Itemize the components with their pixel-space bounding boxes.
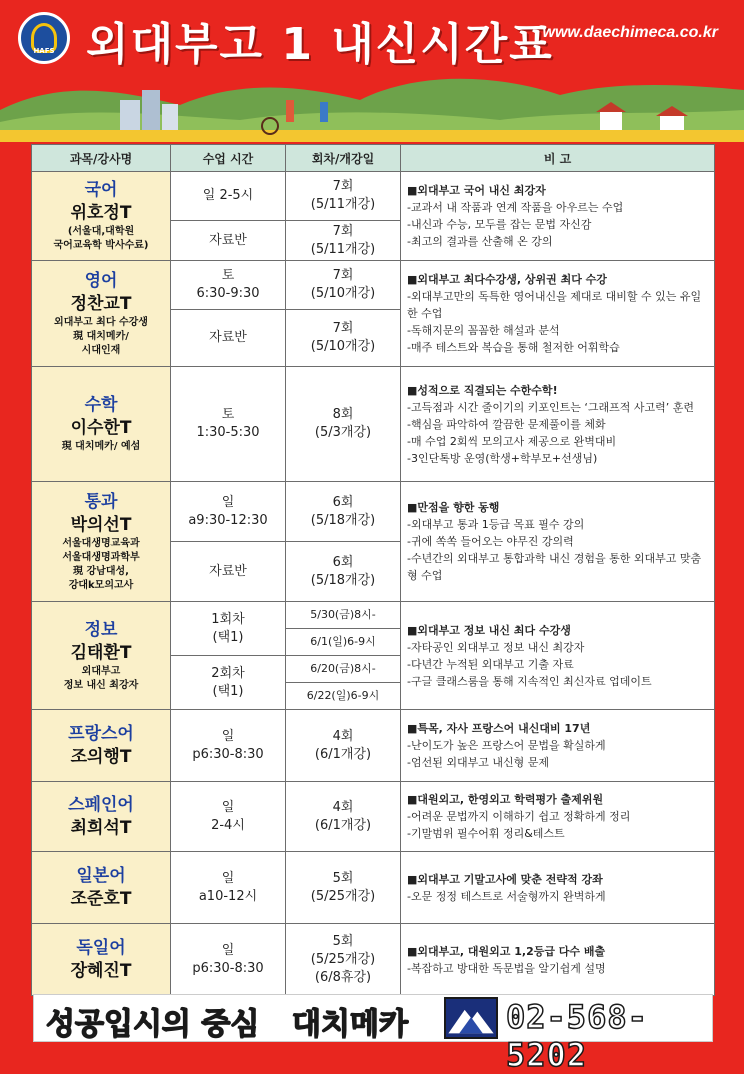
landscape-illustration bbox=[0, 60, 744, 142]
class-time: 일 2-4시 bbox=[171, 782, 286, 852]
session-info: 7회 (5/10개강) bbox=[286, 310, 401, 367]
table-row bbox=[32, 261, 715, 310]
teacher-name: 위호정T bbox=[70, 203, 132, 223]
subject-name: 프랑스어 bbox=[68, 723, 134, 744]
notes-cell bbox=[401, 602, 715, 710]
session-info: 4회 (6/1개강) bbox=[286, 782, 401, 852]
notes-line: -오문 정정 테스트로 서술형까지 완벽하게 bbox=[407, 889, 606, 903]
subject-cell bbox=[32, 710, 171, 782]
notes-cell bbox=[401, 782, 715, 852]
notes-head: ■외대부고, 대원외고 1,2등급 다수 배출 bbox=[407, 944, 606, 958]
table-header-row bbox=[32, 145, 715, 172]
column-header-session: 회차/개강일 bbox=[286, 145, 401, 172]
session-info: 6/20(금)8시- bbox=[286, 656, 401, 683]
subject-name: 국어 bbox=[84, 180, 118, 200]
subject-cell bbox=[32, 172, 171, 261]
notes-cell bbox=[401, 367, 715, 482]
table-row bbox=[32, 710, 715, 782]
notes-line: -독해지문의 꼼꼼한 해설과 분석 bbox=[407, 324, 560, 337]
notes-line: -수년간의 외대부고 통합과학 내신 경험을 통한 외대부고 맞춤형 수업 bbox=[407, 552, 702, 582]
notes-head: ■만점을 향한 동행 bbox=[407, 501, 500, 514]
teacher-desc: (서울대,대학원 국어교육학 박사수료) bbox=[53, 226, 149, 251]
notes-head: ■성적으로 직결되는 수한수학! bbox=[407, 383, 558, 397]
notes-line: -난이도가 높은 프랑스어 문법을 확실하게 bbox=[407, 739, 606, 752]
teacher-name: 이수한T bbox=[70, 418, 132, 438]
header-banner bbox=[0, 0, 744, 142]
notes-cell bbox=[401, 924, 715, 996]
teacher-name: 최희석T bbox=[70, 817, 132, 838]
notes-line: -핵심을 파악하여 깔끔한 문제풀이를 체화 bbox=[407, 417, 606, 431]
subject-name: 정보 bbox=[84, 619, 118, 640]
teacher-name: 장혜진T bbox=[70, 960, 132, 981]
table-row bbox=[32, 172, 715, 221]
session-info: 6/22(일)6-9시 bbox=[286, 683, 401, 710]
notes-line: -복잡하고 방대한 독문법을 알기쉽게 설명 bbox=[407, 961, 606, 975]
subject-name: 수학 bbox=[84, 395, 118, 415]
notes-head: ■외대부고 정보 내신 최다 수강생 bbox=[407, 623, 571, 637]
session-info: 8회 (5/3개강) bbox=[286, 367, 401, 482]
notes-line: -어려운 문법까지 이해하기 쉽고 정확하게 정리 bbox=[407, 810, 631, 823]
teacher-name: 조의행T bbox=[70, 746, 132, 767]
notes-cell bbox=[401, 852, 715, 924]
notes-line: -자타공인 외대부고 정보 내신 최강자 bbox=[407, 640, 585, 654]
notes-cell bbox=[401, 710, 715, 782]
session-info: 5회 (5/25개강) (6/8휴강) bbox=[286, 924, 401, 996]
website-link[interactable]: www.daechimeca.co.kr bbox=[542, 24, 718, 41]
table-row bbox=[32, 924, 715, 996]
footer-banner bbox=[33, 994, 713, 1074]
column-header-subject: 과목/강사명 bbox=[32, 145, 171, 172]
notes-line: -기말범위 필수어휘 정리&테스트 bbox=[407, 827, 565, 840]
class-time: 토 6:30-9:30 bbox=[171, 261, 286, 310]
class-time: 자료반 bbox=[171, 221, 286, 261]
table-row bbox=[32, 782, 715, 852]
class-time: 일 a9:30-12:30 bbox=[171, 482, 286, 542]
teacher-name: 박의선T bbox=[70, 514, 132, 535]
class-time: 자료반 bbox=[171, 310, 286, 367]
table-row bbox=[32, 367, 715, 482]
column-header-notes: 비 고 bbox=[401, 145, 715, 172]
class-time: 1회차 (택1) bbox=[171, 602, 286, 656]
subject-cell bbox=[32, 782, 171, 852]
notes-line: -외대부고 통과 1등급 목표 필수 강의 bbox=[407, 518, 585, 531]
teacher-desc: 외대부고 최다 수강생 現 대치메카/ 시대인재 bbox=[54, 316, 148, 356]
class-time: 일 p6:30-8:30 bbox=[171, 710, 286, 782]
class-time: 일 p6:30-8:30 bbox=[171, 924, 286, 996]
subject-cell bbox=[32, 602, 171, 710]
subject-name: 통과 bbox=[84, 491, 118, 512]
class-time: 일 a10-12시 bbox=[171, 852, 286, 924]
table-row bbox=[32, 852, 715, 924]
session-info: 7회 (5/11개강) bbox=[286, 221, 401, 261]
subject-cell bbox=[32, 367, 171, 482]
teacher-name: 조준호T bbox=[70, 888, 132, 909]
table-row bbox=[32, 482, 715, 542]
notes-head: ■특목, 자사 프랑스어 내신대비 17년 bbox=[407, 722, 591, 735]
session-info: 7회 (5/11개강) bbox=[286, 172, 401, 221]
teacher-desc: 서울대생명교육과 서울대생명과학부 現 강남대성, 강대k모의고사 bbox=[62, 537, 140, 591]
notes-line: -구글 클래스룸을 통해 지속적인 최신자료 업데이트 bbox=[407, 674, 652, 688]
notes-head: ■외대부고 최다수강생, 상위권 최다 수강 bbox=[407, 273, 607, 286]
teacher-name: 김태환T bbox=[70, 642, 132, 663]
footer-slogan: 성공입시의 중심 bbox=[46, 1007, 260, 1042]
subject-name: 독일어 bbox=[76, 937, 126, 958]
notes-line: -매주 테스트와 복습을 통해 철저한 어휘학습 bbox=[407, 341, 620, 354]
class-time: 2회차 (택1) bbox=[171, 656, 286, 710]
session-info: 4회 (6/1개강) bbox=[286, 710, 401, 782]
footer-brand: 대치메카 bbox=[292, 1007, 408, 1042]
session-info: 6/1(일)6-9시 bbox=[286, 629, 401, 656]
notes-line: -외대부고만의 독특한 영어내신을 제대로 대비할 수 있는 유일한 수업 bbox=[407, 290, 702, 320]
teacher-desc: 외대부고 정보 내신 최강자 bbox=[63, 665, 139, 691]
subject-name: 스페인어 bbox=[68, 794, 134, 815]
session-info: 6회 (5/18개강) bbox=[286, 542, 401, 602]
subject-name: 일본어 bbox=[76, 865, 126, 886]
subject-name: 영어 bbox=[84, 270, 118, 291]
notes-line: -매 수업 2회씩 모의고사 제공으로 완벽대비 bbox=[407, 434, 617, 448]
subject-cell bbox=[32, 852, 171, 924]
notes-line: -내신과 수능, 모두를 잡는 문법 자신감 bbox=[407, 218, 592, 231]
teacher-name: 정찬교T bbox=[70, 293, 132, 314]
session-info: 5/30(금)8시- bbox=[286, 602, 401, 629]
table-row bbox=[32, 602, 715, 629]
subject-cell bbox=[32, 924, 171, 996]
page-title: 외대부고 1 내신시간표 bbox=[86, 19, 554, 70]
notes-line: -귀에 쏙쏙 들어오는 야무진 강의력 bbox=[407, 535, 574, 548]
mountain-logo-icon bbox=[444, 997, 498, 1039]
schedule-table bbox=[31, 144, 714, 996]
notes-head: ■외대부고 기말고사에 맞춘 전략적 강좌 bbox=[407, 872, 603, 886]
class-time: 토 1:30-5:30 bbox=[171, 367, 286, 482]
notes-head: ■대원외고, 한영외고 학력평가 출제위원 bbox=[407, 793, 604, 806]
session-info: 5회 (5/25개강) bbox=[286, 852, 401, 924]
subject-cell bbox=[32, 261, 171, 367]
notes-line: -최고의 결과를 산출해 온 강의 bbox=[407, 235, 553, 248]
class-time: 자료반 bbox=[171, 542, 286, 602]
session-info: 6회 (5/18개강) bbox=[286, 482, 401, 542]
teacher-desc: 現 대치메카/ 예섬 bbox=[61, 441, 141, 452]
notes-cell bbox=[401, 261, 715, 367]
class-time: 일 2-5시 bbox=[171, 172, 286, 221]
column-header-time: 수업 시간 bbox=[171, 145, 286, 172]
notes-line: -엄선된 외대부고 내신형 문제 bbox=[407, 756, 549, 769]
notes-line: -3인단톡방 운영(학생+학부모+선생님) bbox=[407, 451, 598, 465]
notes-cell bbox=[401, 482, 715, 602]
notes-line: -교과서 내 작품과 연계 작품을 아우르는 수업 bbox=[407, 201, 624, 214]
notes-head: ■외대부고 국어 내신 최강자 bbox=[407, 184, 546, 197]
session-info: 7회 (5/10개강) bbox=[286, 261, 401, 310]
school-logo-icon: HAFS bbox=[18, 12, 70, 64]
notes-line: -다년간 누적된 외대부고 기출 자료 bbox=[407, 657, 574, 671]
footer-phone[interactable]: 02-568-5202 bbox=[506, 998, 648, 1074]
notes-line: -고득점과 시간 줄이기의 키포인트는 ‘그래프적 사고력’ 훈련 bbox=[407, 400, 694, 414]
notes-cell bbox=[401, 172, 715, 261]
subject-cell bbox=[32, 482, 171, 602]
